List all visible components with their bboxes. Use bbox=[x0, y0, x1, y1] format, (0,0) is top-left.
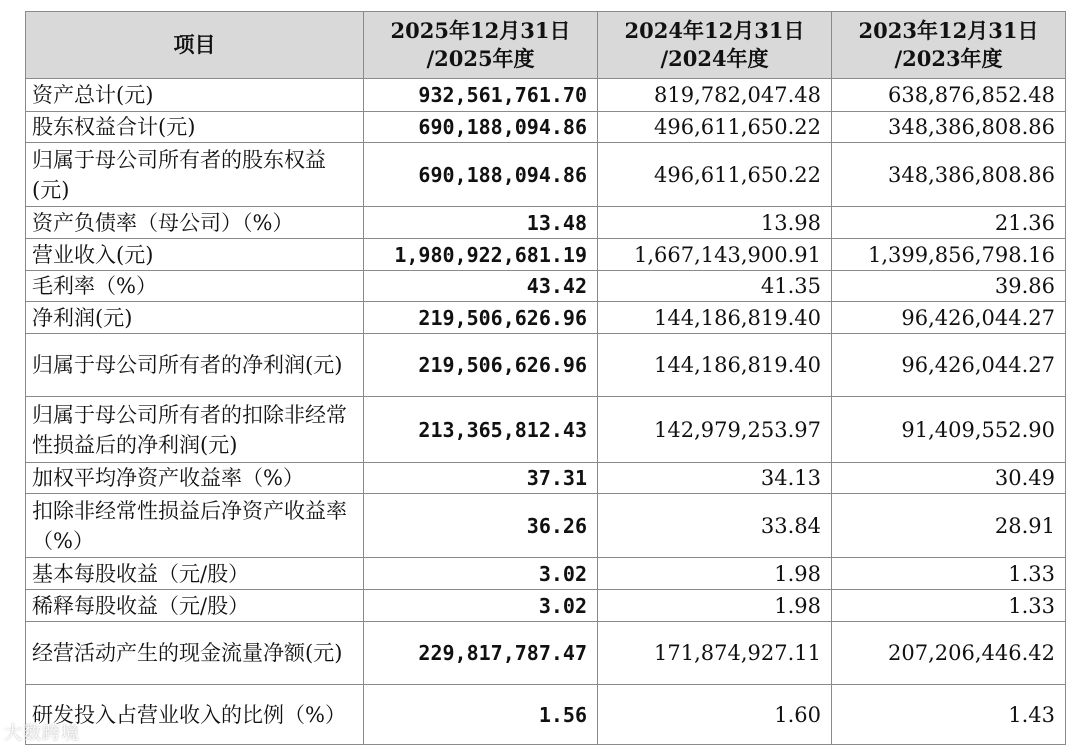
row-label: 稀释每股收益（元/股） bbox=[26, 590, 364, 622]
cell-2024: 496,611,650.22 bbox=[598, 112, 832, 143]
header-2023-date: 2023年12月31日 bbox=[858, 18, 1039, 43]
cell-2023: 39.86 bbox=[832, 271, 1066, 302]
header-2023 bbox=[832, 12, 1066, 79]
cell-2023: 638,876,852.48 bbox=[832, 79, 1066, 112]
table-row bbox=[26, 334, 1066, 397]
cell-2024: 34.13 bbox=[598, 463, 832, 494]
row-label: 归属于母公司所有者的股东权益(元) bbox=[26, 143, 364, 207]
row-label: 归属于母公司所有者的扣除非经常性损益后的净利润(元) bbox=[26, 397, 364, 463]
cell-2025: 43.42 bbox=[364, 271, 598, 302]
table-row bbox=[26, 685, 1066, 745]
financial-summary-table bbox=[25, 11, 1066, 745]
header-item bbox=[26, 12, 364, 79]
cell-2025: 219,506,626.96 bbox=[364, 302, 598, 334]
cell-2023: 1,399,856,798.16 bbox=[832, 239, 1066, 271]
cell-2025: 690,188,094.86 bbox=[364, 143, 598, 207]
table-header-row bbox=[26, 12, 1066, 79]
table-row bbox=[26, 558, 1066, 590]
cell-2025: 213,365,812.43 bbox=[364, 397, 598, 463]
cell-2024: 496,611,650.22 bbox=[598, 143, 832, 207]
cell-2024: 144,186,819.40 bbox=[598, 334, 832, 397]
cell-2023: 21.36 bbox=[832, 207, 1066, 239]
header-2025-year: /2025年度 bbox=[426, 46, 535, 71]
table-row bbox=[26, 79, 1066, 112]
header-2025 bbox=[364, 12, 598, 79]
header-2024 bbox=[598, 12, 832, 79]
cell-2023: 348,386,808.86 bbox=[832, 143, 1066, 207]
cell-2024: 41.35 bbox=[598, 271, 832, 302]
table-row bbox=[26, 239, 1066, 271]
table-row bbox=[26, 397, 1066, 463]
cell-2024: 1,667,143,900.91 bbox=[598, 239, 832, 271]
cell-2025: 932,561,761.70 bbox=[364, 79, 598, 112]
cell-2025: 13.48 bbox=[364, 207, 598, 239]
row-label: 研发投入占营业收入的比例（%） bbox=[26, 685, 364, 745]
table-row bbox=[26, 590, 1066, 622]
header-2024-year: /2024年度 bbox=[660, 46, 769, 71]
table-row bbox=[26, 112, 1066, 143]
cell-2023: 91,409,552.90 bbox=[832, 397, 1066, 463]
row-label: 净利润(元) bbox=[26, 302, 364, 334]
cell-2023: 1.33 bbox=[832, 590, 1066, 622]
table-row bbox=[26, 271, 1066, 302]
row-label: 股东权益合计(元) bbox=[26, 112, 364, 143]
header-2024-date: 2024年12月31日 bbox=[624, 18, 805, 43]
cell-2024: 1.98 bbox=[598, 558, 832, 590]
cell-2024: 1.60 bbox=[598, 685, 832, 745]
watermark: 大数跨境 bbox=[4, 723, 80, 744]
cell-2023: 30.49 bbox=[832, 463, 1066, 494]
cell-2024: 171,874,927.11 bbox=[598, 622, 832, 685]
header-2025-date: 2025年12月31日 bbox=[390, 18, 571, 43]
table-row bbox=[26, 494, 1066, 558]
row-label: 毛利率（%） bbox=[26, 271, 364, 302]
cell-2023: 1.43 bbox=[832, 685, 1066, 745]
cell-2023: 207,206,446.42 bbox=[832, 622, 1066, 685]
header-2023-year: /2023年度 bbox=[894, 46, 1003, 71]
cell-2024: 142,979,253.97 bbox=[598, 397, 832, 463]
table-row bbox=[26, 622, 1066, 685]
cell-2025: 3.02 bbox=[364, 558, 598, 590]
cell-2025: 37.31 bbox=[364, 463, 598, 494]
table-row bbox=[26, 463, 1066, 494]
row-label: 加权平均净资产收益率（%） bbox=[26, 463, 364, 494]
cell-2023: 348,386,808.86 bbox=[832, 112, 1066, 143]
cell-2024: 33.84 bbox=[598, 494, 832, 558]
row-label: 资产总计(元) bbox=[26, 79, 364, 112]
table-row bbox=[26, 302, 1066, 334]
cell-2024: 13.98 bbox=[598, 207, 832, 239]
cell-2023: 28.91 bbox=[832, 494, 1066, 558]
cell-2025: 36.26 bbox=[364, 494, 598, 558]
cell-2025: 219,506,626.96 bbox=[364, 334, 598, 397]
cell-2024: 144,186,819.40 bbox=[598, 302, 832, 334]
cell-2023: 96,426,044.27 bbox=[832, 302, 1066, 334]
header-item-label: 项目 bbox=[173, 32, 216, 57]
cell-2024: 1.98 bbox=[598, 590, 832, 622]
cell-2023: 96,426,044.27 bbox=[832, 334, 1066, 397]
row-label: 归属于母公司所有者的净利润(元) bbox=[26, 334, 364, 397]
table-row bbox=[26, 143, 1066, 207]
cell-2025: 690,188,094.86 bbox=[364, 112, 598, 143]
row-label: 扣除非经常性损益后净资产收益率（%） bbox=[26, 494, 364, 558]
cell-2023: 1.33 bbox=[832, 558, 1066, 590]
row-label: 营业收入(元) bbox=[26, 239, 364, 271]
row-label: 资产负债率（母公司）（%） bbox=[26, 207, 364, 239]
cell-2024: 819,782,047.48 bbox=[598, 79, 832, 112]
row-label: 基本每股收益（元/股） bbox=[26, 558, 364, 590]
cell-2025: 3.02 bbox=[364, 590, 598, 622]
row-label: 经营活动产生的现金流量净额(元) bbox=[26, 622, 364, 685]
cell-2025: 229,817,787.47 bbox=[364, 622, 598, 685]
table-row bbox=[26, 207, 1066, 239]
cell-2025: 1.56 bbox=[364, 685, 598, 745]
cell-2025: 1,980,922,681.19 bbox=[364, 239, 598, 271]
